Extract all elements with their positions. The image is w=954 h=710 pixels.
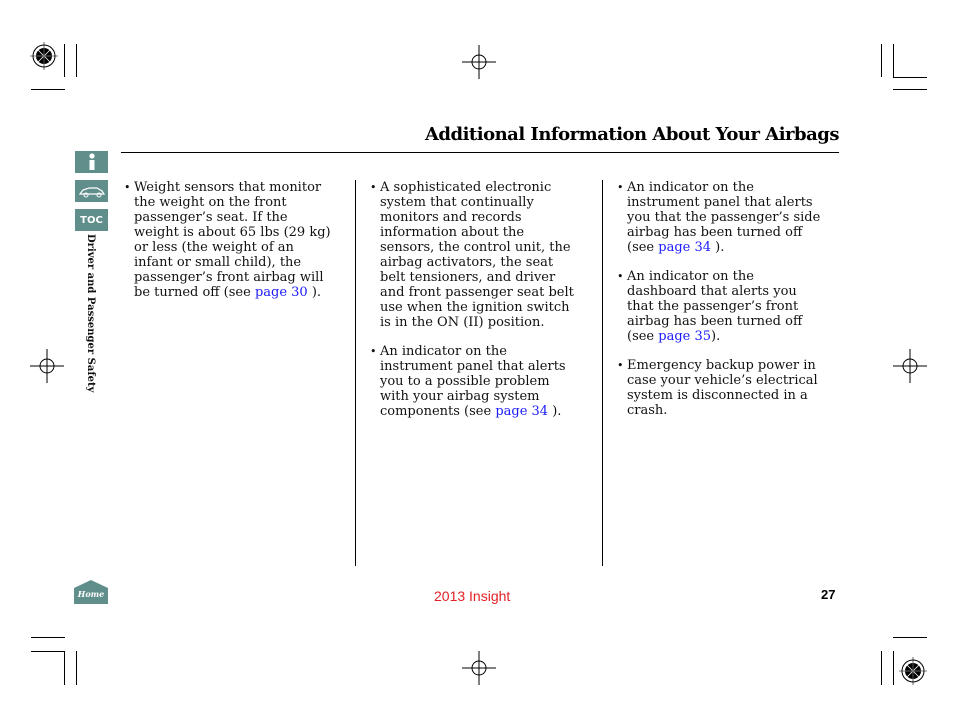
page-link[interactable]: page 35 xyxy=(658,329,712,344)
column-1 xyxy=(124,180,334,314)
column-divider xyxy=(602,180,603,566)
toc-label: TOC xyxy=(80,214,103,226)
list-item: • Emergency backup power in case your vehicle’s electrical system is disconnected in a crash. xyxy=(617,358,827,418)
registration-target-bottom-right xyxy=(899,657,927,685)
home-label: Home xyxy=(77,589,105,599)
car-icon xyxy=(78,184,106,198)
column-2 xyxy=(370,180,580,433)
info-button[interactable] xyxy=(75,151,108,173)
list-item: • An indicator on the instrument panel that alerts you to a possible problem with your airbag system components (see page 34 ). xyxy=(370,344,580,419)
title-rule xyxy=(121,152,839,153)
home-button[interactable] xyxy=(74,580,108,604)
registration-cross-top xyxy=(462,45,496,79)
column-3 xyxy=(617,180,827,432)
section-tab-label: Driver and Passenger Safety xyxy=(85,234,96,393)
list-item: • A sophisticated electronic system that continually monitors and records information about the sensors, the control unit, the airbag activators, the seat belt tensioners, and driver and front passenger seat belt use when the ignition switch is in the ON (II) position. xyxy=(370,180,580,330)
registration-target-top-left xyxy=(30,42,58,70)
toc-button[interactable] xyxy=(75,209,108,231)
info-icon xyxy=(85,153,99,171)
model-year: 2013 Insight xyxy=(434,588,511,604)
page-title: Additional Information About Your Airbags xyxy=(424,124,839,145)
page-link[interactable]: page 30 xyxy=(254,285,308,300)
column-divider xyxy=(355,180,356,566)
page-number: 27 xyxy=(821,587,836,602)
list-item: • An indicator on the dashboard that alerts you that the passenger’s front airbag has been turned off (see page 35). xyxy=(617,269,827,344)
section-tab[interactable] xyxy=(85,234,108,394)
car-index-button[interactable] xyxy=(75,180,108,202)
registration-cross-left xyxy=(30,349,64,383)
list-item: • An indicator on the instrument panel that alerts you that the passenger’s side airbag has been turned off (see page 34 ). xyxy=(617,180,827,255)
list-item: • Weight sensors that monitor the weight on the front passenger’s seat. If the weight is about 65 lbs (29 kg) or less (the weight of an infant or small child), the passenger’s front airbag will be turned off (see page 30 ). xyxy=(124,180,334,300)
page-link[interactable]: page 34 xyxy=(495,404,549,419)
page-link[interactable]: page 34 xyxy=(658,240,712,255)
registration-cross-right xyxy=(893,349,927,383)
registration-cross-bottom xyxy=(462,651,496,685)
